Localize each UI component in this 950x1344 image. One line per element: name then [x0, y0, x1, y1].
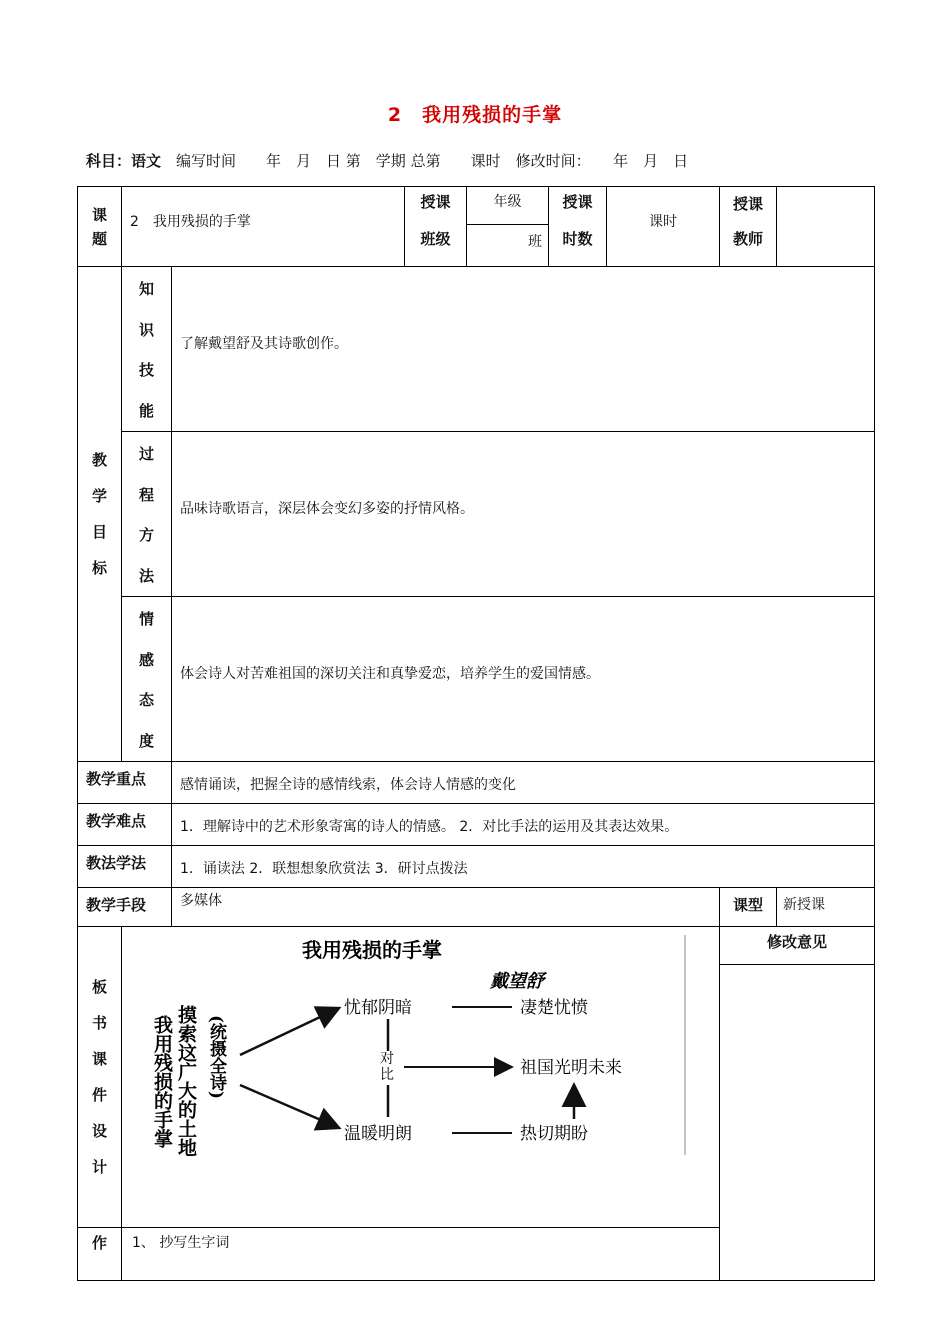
- difficulties-label: 教学难点: [86, 812, 147, 830]
- goal-process-label-3: 方: [138, 526, 154, 544]
- topic-label-1: 课: [91, 205, 107, 224]
- key-points-label: 教学重点: [86, 770, 147, 788]
- goal-process-text: 品味诗歌语言，深层体会变幻多姿的抒情风格。: [180, 501, 474, 517]
- topic-label-cell: [78, 187, 122, 267]
- diagram-author: 戴望舒: [490, 971, 544, 992]
- goals-label-cell: [78, 267, 122, 762]
- difficulties-text: 1．理解诗中的艺术形象寄寓的诗人的情感。 2．对比手法的运用及其表达效果。: [180, 819, 679, 835]
- diagram-top-node: 忧郁阴暗: [344, 998, 412, 1018]
- means-text-cell: [172, 888, 720, 927]
- key-points-text: 感情诵读，把握全诗的感情线索，体会诗人情感的变化: [180, 777, 516, 793]
- goal-process-label-4: 法: [138, 566, 154, 585]
- goals-label-4: 标: [91, 559, 107, 577]
- diagram-top-right: 凄楚忧愤: [520, 998, 588, 1018]
- board-label-4: 件: [91, 1086, 107, 1104]
- diagram-mid-right: 祖国光明未来: [520, 1058, 622, 1078]
- means-label-cell: [78, 888, 172, 927]
- document-title: 2 我用残损的手掌: [387, 104, 563, 126]
- goal-process-label-cell: [122, 432, 172, 597]
- board-diagram-cell: [122, 927, 720, 1228]
- goal-emotion-text-cell: [172, 597, 875, 762]
- goal-emotion-text: 体会诗人对苦难祖国的深切关注和真挚爱恋，培养学生的爱国情感。: [180, 666, 600, 682]
- teacher-label-cell: [720, 187, 777, 267]
- board-label-1: 板: [91, 978, 107, 996]
- homework-text: 1、 抄写生字词: [132, 1235, 230, 1251]
- arrow-to-bottom-node: [240, 1085, 337, 1127]
- grade-class-cell: [467, 187, 549, 267]
- homework-text-cell: [122, 1228, 720, 1281]
- goal-knowledge-label-3: 技: [138, 361, 154, 379]
- teacher-label-top: 授课: [733, 195, 764, 213]
- class-label-bottom: 班级: [420, 230, 451, 248]
- board-diagram: [122, 927, 719, 1227]
- key-points-label-cell: [78, 762, 172, 804]
- class-unit: 班: [528, 234, 543, 250]
- board-label-6: 计: [91, 1158, 107, 1176]
- hours-label-top: 授课: [562, 193, 593, 211]
- goal-knowledge-label-2: 识: [138, 320, 154, 339]
- goal-knowledge-label-1: 知: [138, 280, 154, 298]
- arrow-to-top-node: [240, 1009, 337, 1055]
- lesson-plan-table: [77, 186, 875, 1281]
- methods-label-cell: [78, 846, 172, 888]
- hours-label-bottom: 时数: [562, 230, 593, 248]
- class-label-top: 授课: [420, 193, 451, 211]
- goal-knowledge-label-4: 能: [138, 401, 154, 420]
- teacher-label-bottom: 教师: [733, 230, 764, 248]
- difficulties-text-cell: [172, 804, 875, 846]
- board-label-2: 书: [91, 1014, 107, 1032]
- goal-knowledge-label-cell: [122, 267, 172, 432]
- board-label-5: 设: [91, 1122, 107, 1140]
- means-text: 多媒体: [180, 893, 222, 909]
- board-label-cell: [78, 927, 122, 1228]
- diagram-bottom-node: 温暖明朗: [344, 1124, 412, 1144]
- homework-label-cell: [78, 1228, 122, 1281]
- diagram-left-sub2: (统摄全诗): [206, 1015, 226, 1100]
- lesson-type-value: 新授课: [783, 897, 826, 913]
- lesson-type-label: 课型: [733, 896, 764, 914]
- goal-process-label-2: 程: [138, 485, 154, 504]
- methods-label: 教法学法: [86, 854, 147, 872]
- board-diagram-svg: [122, 927, 721, 1227]
- subject-label: 科目：: [86, 152, 132, 170]
- diagram-mid-node-1: 对: [380, 1051, 394, 1067]
- topic-value-cell: [122, 187, 405, 267]
- key-points-text-cell: [172, 762, 875, 804]
- goal-process-text-cell: [172, 432, 875, 597]
- topic-value: 2 我用残损的手掌: [130, 214, 251, 230]
- subject-value: 语文: [131, 152, 162, 170]
- diagram-title: 我用残损的手掌: [302, 938, 442, 962]
- difficulties-label-cell: [78, 804, 172, 846]
- homework-label: 作: [91, 1234, 107, 1252]
- revise-label: 修改意见: [720, 927, 874, 965]
- diagram-mid-node-2: 比: [380, 1067, 394, 1083]
- goal-knowledge-text: 了解戴望舒及其诗歌创作。: [180, 336, 348, 352]
- diagram-bottom-right: 热切期盼: [520, 1124, 588, 1144]
- topic-label-2: 题: [91, 229, 107, 248]
- goal-process-label-1: 过: [138, 445, 154, 463]
- goals-label-2: 学: [91, 487, 107, 505]
- goal-emotion-label-1: 情: [138, 610, 154, 628]
- goal-emotion-label-3: 态: [138, 691, 154, 709]
- methods-text-cell: [172, 846, 875, 888]
- goal-emotion-label-cell: [122, 597, 172, 762]
- diagram-left-sub1: 摸索这广大的土地: [175, 1005, 197, 1157]
- hours-unit: 课时: [649, 214, 678, 230]
- goal-emotion-label-2: 感: [138, 650, 154, 669]
- goal-knowledge-text-cell: [172, 267, 875, 432]
- class-label-cell: [405, 187, 467, 267]
- teacher-value-cell: [777, 187, 875, 267]
- lesson-type-value-cell: [777, 888, 875, 927]
- meta-rest: 编写时间 年 月 日 第 学期 总第 课时 修改时间： 年 月 日: [161, 152, 689, 170]
- methods-text: 1．诵读法 2．联想想象欣赏法 3．研讨点拨法: [180, 861, 468, 877]
- goals-label-3: 目: [91, 523, 107, 541]
- hours-label-cell: [549, 187, 607, 267]
- hours-value-cell: [607, 187, 720, 267]
- board-label-3: 课: [91, 1050, 107, 1068]
- diagram-left-title: 我用残损的手掌: [151, 1015, 173, 1148]
- goal-emotion-label-4: 度: [138, 731, 154, 750]
- means-label: 教学手段: [86, 896, 147, 914]
- revise-cell: [720, 927, 875, 1281]
- goals-label-1: 教: [91, 451, 107, 469]
- grade-label: 年级: [467, 187, 548, 225]
- lesson-type-label-cell: [720, 888, 777, 927]
- meta-line: [86, 150, 688, 171]
